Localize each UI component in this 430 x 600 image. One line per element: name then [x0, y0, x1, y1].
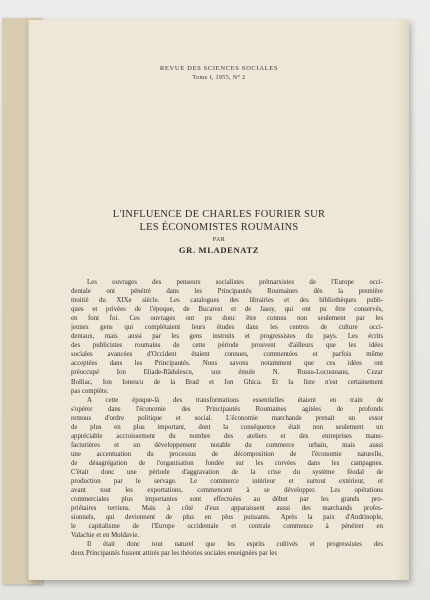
text-line: Il était donc tout naturel que les esprits cultivés et progressistes des [87, 541, 383, 549]
text-line: commerciales plus importantes sont effectuées au début par les grands pro- [71, 496, 383, 504]
text-line: Les ouvrages des penseurs socialistes prémarxistes de l'Europe occi- [87, 279, 383, 286]
text-line: C'était donc une période d'aggravation de la crise du système féodal de [71, 468, 383, 476]
text-line: des publicistes roumains de cette période prouvent d'ailleurs que les idées [71, 342, 383, 350]
text-line: avant tout les exportations, commencent à se développer. Les opérations [71, 487, 383, 495]
text-line: moitié du XIXe siècle. Les catalogues des librairies et des bibliothèques publi- [71, 297, 383, 305]
paragraph [71, 540, 383, 558]
text-line: sociales avancées d'Occident étaient connues, commentées et parfois même [71, 351, 383, 359]
article-title-line-2: LES ÉCONOMISTES ROUMAINS [139, 222, 299, 233]
document-page [28, 20, 409, 580]
article-title-line-1: L'INFLUENCE DE CHARLES FOURIER SUR [112, 209, 326, 220]
journal-name: REVUE DES SCIENCES SOCIALES [159, 65, 279, 72]
text-line: de plus en plus important, dont la conséquence était non seulement un [71, 423, 383, 431]
text-line: sionnels, qui deviennent de plus en plus puissants. Après la paix d'Andrinople, [71, 514, 383, 522]
text-line: Valachie et en Moldavie. [71, 532, 140, 540]
text-line: s'opérer dans l'économie des Principautés Roumaines agitées de profonds [71, 405, 383, 413]
text-line: pas complète. [71, 387, 109, 395]
text-line: ques et privées de l'époque, de Bucarest et de Jassy, qui ont pu être conservés, [71, 306, 383, 314]
text-line: priétaires terriens. Mais à côté d'eux apparaissent aussi des marchands profes- [71, 505, 383, 513]
text-line: de désagrégation de l'organisation fondée sur les corvées dans les campagnes. [71, 459, 383, 467]
text-line: jeunes gens qui complétaient leurs études dans les centres de culture occi- [71, 324, 383, 332]
text-line: une accentuation du processus de décomposition de l'économie naturelle, [71, 450, 383, 458]
text-line: appréciable accroissement du nombre des ateliers et des entreprises manu- [71, 432, 383, 440]
article-body [71, 278, 383, 558]
text-line: Bolliac, Ion Ionescu de la Brad et Ion Ghica. Et la liste n'est certainement [71, 378, 383, 386]
journal-header [29, 64, 409, 82]
article-author: GR. MLADENATZ [178, 245, 260, 255]
byline-par: PAR [212, 237, 226, 243]
text-line: en font foi. Ces ouvrages ont pu donc être connus non seulement par les [71, 315, 383, 323]
text-line: facturières et un développement notable du commerce urbain, mais aussi [71, 441, 383, 449]
article-title-block [69, 208, 369, 256]
text-line: acceptées dans les Principautés. Nous savons notamment que ces idées ont [71, 360, 383, 368]
text-line: dentaux, mais aussi par les gens instruits et progressistes du pays. Les écrits [71, 333, 383, 341]
text-line: le capitalisme de l'Europe occidentale et centrale commence à pénétrer en [71, 523, 383, 531]
journal-issue: Tome I, 1955, N° 2 [192, 74, 246, 81]
text-line: deux Principautés fussent attirés par les théories sociales enseignées par les [71, 550, 278, 558]
paragraph [71, 396, 383, 541]
text-line: dentale ont pénétré dans les Principautés Roumaines dès la première [71, 288, 383, 296]
text-line: production par le servage. Le commerce intérieur et surtout extérieur, et [71, 478, 383, 486]
text-line: remous d'ordre politique et social. L'économie marchande prenait un essor [71, 414, 383, 422]
paragraph [71, 278, 383, 396]
text-line: préoccupé Ion Eliade-Rădulescu, son émule N. Russu-Locusteanu, Cezar [71, 369, 383, 377]
text-line: A cette époque-là des transformations essentielles étaient en train de [87, 396, 383, 404]
